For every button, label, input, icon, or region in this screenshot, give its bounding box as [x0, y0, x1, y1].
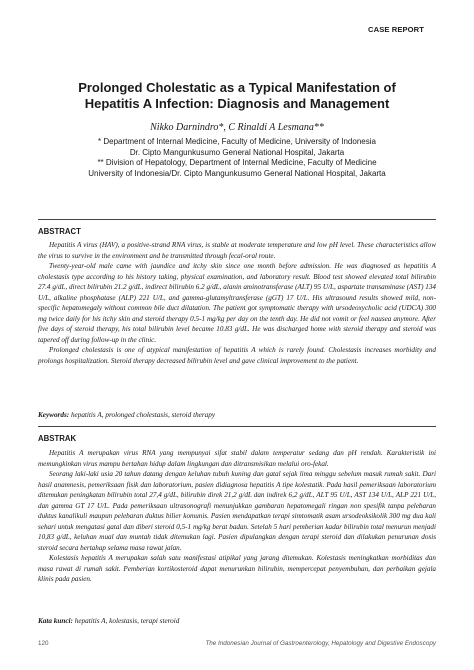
abstract-body [38, 240, 436, 366]
keywords-label: Kata kunci: [38, 617, 73, 625]
title-line-2: Hepatitis A Infection: Diagnosis and Management [84, 96, 390, 111]
affiliation-line: * Department of Internal Medicine, Faculty of Medicine, University of Indonesia [98, 137, 376, 146]
journal-name: The Indonesian Journal of Gastroenterology, Hepatology and Digestive Endoscopy [205, 640, 436, 647]
title-line-1: Prolonged Cholestatic as a Typical Manifestation of [78, 80, 396, 95]
page-number: 120 [38, 640, 49, 647]
affiliation-line: ** Division of Hepatology, Department of Internal Medicine, Faculty of Medicine [97, 158, 377, 168]
keywords-text: hepatitis A, prolonged cholestasis, steroid therapy [70, 411, 216, 419]
abstrak-paragraph: Hepatitis A merupakan virus RNA yang mempunyai sifat stabil dalam temperatur sedang dan pH rendah. Karakteristik ini memungkinkan virus mampu bertahan hidup dalam lingkungan dan ditransmisikan melalui oro-fekal. [38, 449, 436, 468]
abstract-keywords [38, 411, 436, 419]
keywords-text: hepatitis A, kolestasis, terapi steroid [74, 617, 180, 625]
keywords-label: Keywords: [38, 411, 70, 419]
divider [38, 219, 436, 220]
abstrak-heading: ABSTRAK [38, 434, 77, 443]
abstrak-body [38, 448, 436, 585]
abstrak-paragraph: Seorang laki-laki usia 20 tahun datang dengan keluhan tubuh kuning dan gatal sejak lima minggu sebelum masuk rumah sakit. Dari hasil anamnesis, pemeriksaan fisik dan laboratorium, pasien didiagnosa hepatitis A tipe kolestatik. Pada hasil pemeriksaan laboratorium ditemukan peningkatan bilirubin total 27,4 g/dL, bilirubin direk 21,2 g/dL dan indirek 6,2 g/dL, ALT 95 U/L, AST 134 U/L, ALP 221 U/L, dan gamma GT 17 U/L. Pada pemeriksaan ultrasonografi menunjukkan gambaran hepatomegali ringan non spesifik tanpa pelebaran duktus kanalikuli maupun pelebaran duktus bilier komunis. Pasien mendapatkan terapi simtomatik asam ursodeoksikolik 300 mg dua kali sehari untuk mengatasi gatal dan diberi steroid 0,5-1 mg/kg berat badan. Setelah 5 hari pemberian kadar bilirubin total menurun menjadi 10,83 g/dL, keluhan mual dan muntah tidak ditemukan lagi. Pasien dipulangkan dengan terapi steroid dan dilakukan penurunan dosis steroid secara bertahap selama masa rawat jalan. [38, 470, 436, 552]
divider [38, 426, 436, 427]
affiliations [38, 137, 436, 179]
abstract-paragraph: Hepatitis A virus (HAV), a positive-strand RNA virus, is stable at moderate temperature and low pH level. These characteristics allow the virus to survive in the environment and be transmitted through fecal-oral route. [38, 241, 436, 260]
article-title [38, 80, 436, 112]
abstrak-paragraph: Kolestasis hepatitis A merupakan salah satu manifestasi atipikal yang jarang ditemukan. Kolestasis meningkatkan morbiditas dan masa rawat di rumah sakit. Pemberian kortikosteroid dapat menurunkan bilirubin, mempercepat penyembuhan, dan perbaikan gejala klinis pada pasien. [38, 554, 436, 583]
abstract-paragraph: Prolonged cholestasis is one of atypical manifestation of hepatitis A which is rarely found. Cholestasis increases morbidity and prolongs hospitalization. Steroid therapy decreased bilirubin level and gave clinical improvement to the patient. [38, 346, 436, 365]
affiliation-line: Dr. Cipto Mangunkusumo General National Hospital, Jakarta [129, 147, 345, 157]
abstrak-keywords [38, 617, 436, 625]
affiliation-line: University of Indonesia/Dr. Cipto Mangunkusumo General National Hospital, Jakarta [88, 168, 386, 178]
abstract-heading: ABSTRACT [38, 227, 81, 236]
author-list: Nikko Darnindro*, C Rinaldi A Lesmana** [150, 122, 324, 133]
section-label: CASE REPORT [368, 25, 424, 34]
abstract-paragraph: Twenty-year-old male came with jaundice and itchy skin since one month before admission. He was diagnosed as hepatitis A cholestasis type according to his history taking, physical examination, and laboratory result. Blood test showed elevated total bilirubin 27.4 g/dL, direct bilirubin 21.2 g/dL, indirect bilirubin 6.2 g/dL, alanin aminotransferase (ALT) 95 U/L, aspartate transaminase (AST) 134 U/L, alkaline phosphatase (ALP) 221 U/L, and gamma-glutamyltransferase (gGT) 17 U/L. His ultrasound results showed mild, non-specific hepatomegaly without common bile duct dilatation. The patient got symptomatic therapy with ursodeoxycholic acid (UDCA) 300 mg twice daily for his itchy skin and steroid therapy 0.5-1 mg/kg per day on the tenth day. He did not vomit or feel nausea anymore. After five days of steroid therapy, his total bilirubin level became 10.83 g/dL. He was discharged home with steroid therapy and steroid was tapered off during follow-up in the clinic. [38, 262, 436, 344]
